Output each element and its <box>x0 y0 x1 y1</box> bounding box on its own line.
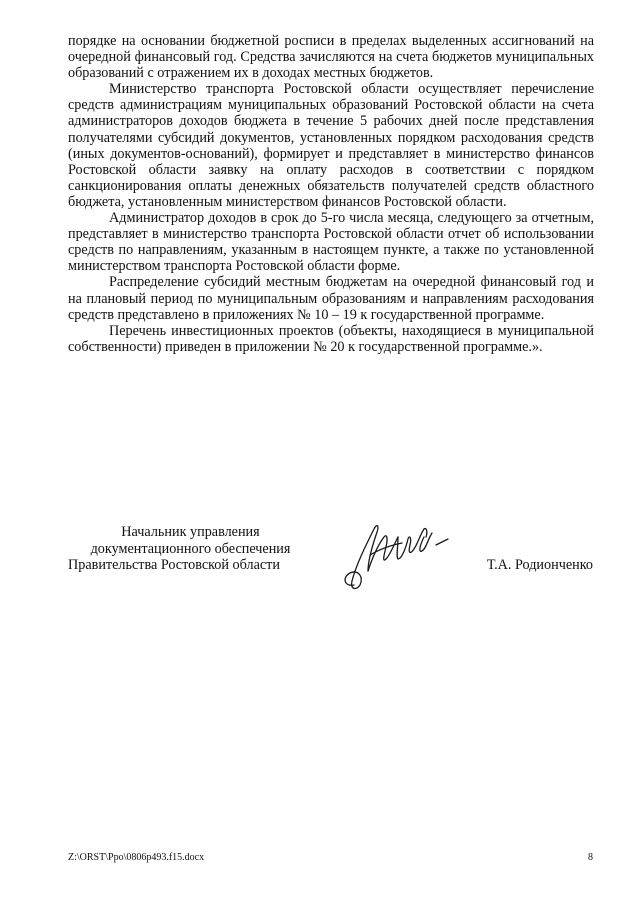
handwritten-signature-icon <box>340 515 460 595</box>
footer-file-path: Z:\ORST\Ppo\0806p493.f15.docx <box>68 852 205 863</box>
signer-name: Т.А. Родионченко <box>486 557 593 573</box>
document-body <box>68 33 594 355</box>
paragraph-subsidy-distribution: Распределение субсидий местным бюджетам на очередной финансовый год и на плановый период по муниципальным образованиям и направлениям расходования средств представлено в приложениях № 10 – 19 к государственной программе. <box>68 274 594 323</box>
signatory-position <box>68 524 313 574</box>
signatory-position-line2: документационного обеспечения <box>90 540 291 557</box>
paragraph-transfer-procedure: Министерство транспорта Ростовской области осуществляет перечисление средств администрациям муниципальных образований Ростовской области на счета администраторов доходов бюджета в течение 5 рабочих дней после представления получателями субсидий документов, установленных порядком расходования средств (иных документов-оснований), формирует и представляет в министерство финансов Ростовской области заявку на оплату расходов в соответствии с порядком санкционирования оплаты денежных обязательств получателей средств областного бюджета, установленным министерством финансов Ростовской области. <box>68 81 594 210</box>
paragraph-investment-projects: Перечень инвестиционных проектов (объекты, находящиеся в муниципальной собственности) приведен в приложении № 20 к государственной программе.». <box>68 322 594 355</box>
page-number: 8 <box>588 852 593 863</box>
signatory-position-line1: Начальник управления <box>121 524 260 540</box>
paragraph-report-deadline: Администратор доходов в срок до 5-го числа месяца, следующего за отчетным, представляет в министерство транспорта Ростовской области отчет об использовании средств по направлениям, указанным в настоящем пункте, а также по установленной министерством транспорта Ростовской области форме. <box>68 210 594 275</box>
paragraph-continuation: порядке на основании бюджетной росписи в пределах выделенных ассигнований на очередной финансовый год. Средства зачисляются на счета бюджетов муниципальных образований с отражением их в доходах местных бюджетов. <box>68 33 594 82</box>
signatory-position-line3: Правительства Ростовской области <box>68 557 280 574</box>
